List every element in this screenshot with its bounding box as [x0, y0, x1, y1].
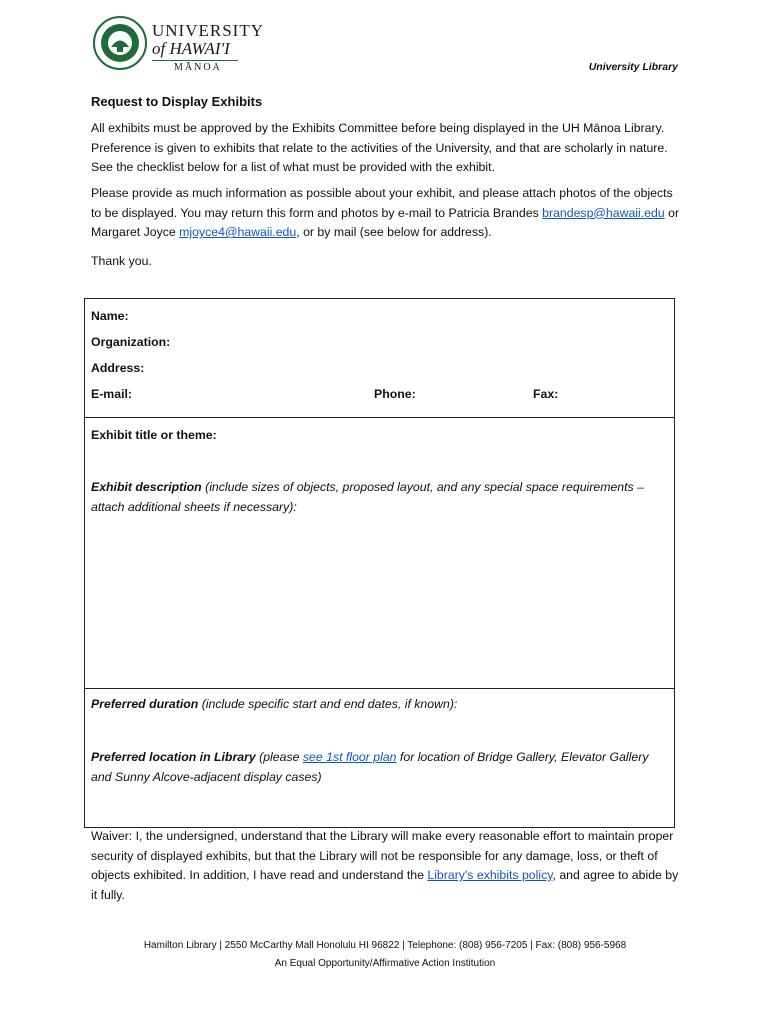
intro-paragraph-2 [91, 184, 681, 243]
duration-label [91, 695, 661, 715]
footer-address: Hamilton Library | 2550 McCarthy Mall Honolulu HI 96822 | Telephone: (808) 956-7205 | Fax: (808) 956-5968 [143, 940, 627, 951]
duration-rest: (include specific start and end dates, if known): [198, 697, 458, 711]
waiver-text-a: Waiver: I, the undersigned, understand that the Library will make every reasonable effort to maintain proper security of displayed exhibits, but that the Library will not be responsible for any damage, loss, or theft of objects exhibited. In addition, I have read and understand the [91, 829, 674, 882]
exhibit-description-label [91, 478, 661, 517]
phone-label: Phone: [374, 387, 416, 401]
library-tag: University Library [588, 61, 678, 73]
form-divider-2 [85, 688, 674, 689]
wordmark-line3: MĀNOA [174, 62, 222, 73]
fax-label: Fax: [533, 387, 559, 401]
intro-paragraph-1: All exhibits must be approved by the Exhibits Committee before being displayed in the UH Mānoa Library. Preference is given to exhibits that relate to the activities of the University, and that are scholarly in nature. See the checklist below for a list of what must be provided with the exhibit. [91, 121, 668, 174]
location-bold: Preferred location in Library [91, 750, 256, 764]
location-label [91, 748, 661, 787]
exhibit-title-label: Exhibit title or theme: [91, 428, 217, 442]
footer-eeo: An Equal Opportunity/Affirmative Action Institution [274, 958, 496, 969]
organization-label: Organization: [91, 335, 171, 349]
location-text-a: (please [255, 750, 303, 764]
wordmark-line2: of HAWAI'I [152, 39, 230, 58]
university-seal-logo [93, 16, 147, 70]
description-rest: (include sizes of objects, proposed layout, and any special space requirements – attach additional sheets if necessary): [91, 480, 644, 514]
email-link-brandes[interactable]: brandesp@hawaii.edu [542, 205, 665, 220]
location-text-b: for location of Bridge Gallery, Elevator Gallery and Sunny Alcove-adjacent display cases) [91, 750, 649, 784]
email-label: E-mail: [91, 387, 132, 401]
thank-you-text: Thank you. [91, 254, 152, 268]
floor-plan-link[interactable]: see 1st floor plan [302, 750, 397, 764]
email-link-joyce[interactable]: mjoyce4@hawaii.edu [179, 225, 297, 239]
intro-text-a: Please provide as much information as possible about your exhibit, and please attach photos of the objects to be displayed. You may return this form and photos by e-mail to Patricia Brandes [91, 186, 673, 220]
name-label: Name: [91, 309, 129, 323]
exhibits-policy-link[interactable]: Library's exhibits policy [427, 868, 553, 882]
address-label: Address: [91, 361, 145, 375]
request-form [84, 298, 675, 828]
intro-text-b: or Margaret Joyce [91, 205, 680, 239]
waiver-text [91, 827, 681, 905]
university-wordmark [152, 22, 264, 73]
waiver-text-b: , and agree to abide by it fully. [91, 868, 679, 902]
form-divider-1 [85, 417, 674, 418]
duration-bold: Preferred duration [91, 697, 199, 711]
wordmark-divider [152, 60, 238, 61]
description-bold: Exhibit description [91, 480, 202, 494]
intro-text-c: , or by mail (see below for address). [296, 225, 492, 239]
page-title: Request to Display Exhibits [91, 94, 263, 109]
wordmark-line1: UNIVERSITY [152, 21, 264, 40]
